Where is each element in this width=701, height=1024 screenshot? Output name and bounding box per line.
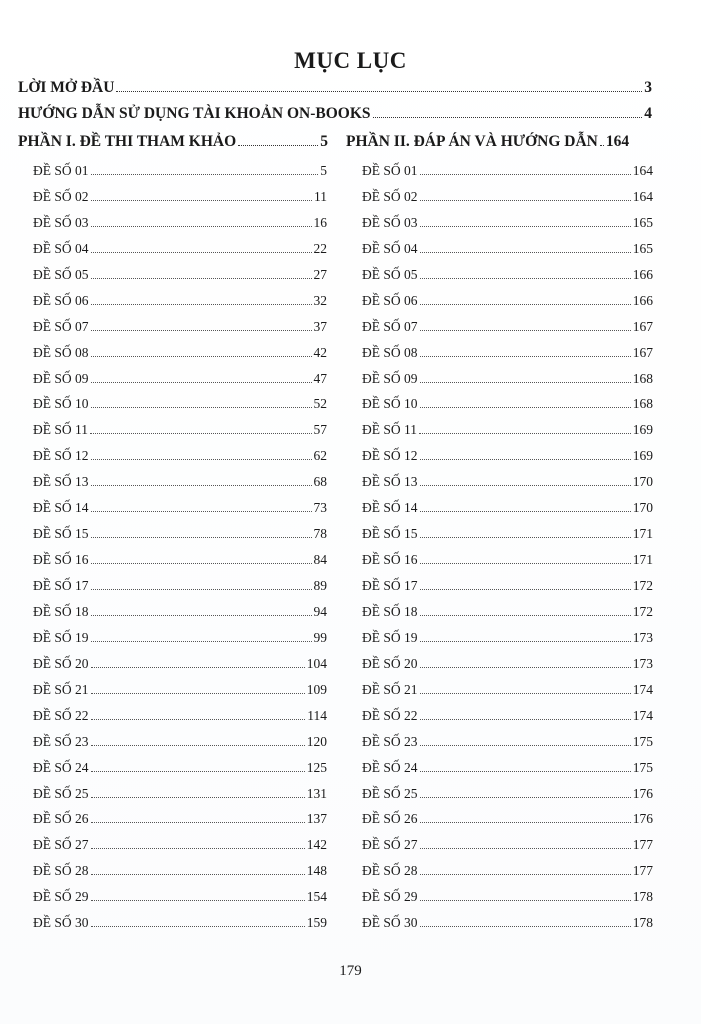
toc-row-label: ĐỀ SỐ 14 — [362, 500, 418, 516]
dot-leader — [420, 551, 631, 564]
toc-entry-intro[interactable] — [18, 78, 652, 97]
toc-row-page: 169 — [632, 422, 653, 438]
toc-row-label: ĐỀ SỐ 03 — [33, 214, 89, 230]
toc-row-label: ĐỀ SỐ 29 — [362, 889, 418, 905]
dot-leader — [90, 421, 311, 434]
toc-row-page: 164 — [632, 188, 653, 204]
toc-row-label: ĐỀ SỐ 08 — [362, 344, 418, 360]
toc-row[interactable] — [362, 417, 653, 443]
toc-row[interactable] — [33, 443, 327, 469]
toc-row-label: ĐỀ SỐ 21 — [362, 681, 418, 697]
toc-row-label: ĐỀ SỐ 11 — [33, 422, 89, 438]
dot-leader — [420, 707, 631, 720]
toc-row[interactable] — [33, 858, 327, 884]
dot-leader — [420, 655, 631, 668]
toc-row-label: ĐỀ SỐ 29 — [33, 889, 89, 905]
dot-leader — [420, 629, 631, 642]
toc-row[interactable] — [362, 677, 653, 703]
toc-row-page: 37 — [313, 318, 327, 334]
toc-row-page: 137 — [306, 811, 327, 827]
toc-row-page: 168 — [632, 396, 653, 412]
toc-row-page: 166 — [632, 292, 653, 308]
toc-row-page: 47 — [313, 370, 327, 386]
toc-row[interactable] — [33, 210, 327, 236]
dot-leader — [91, 240, 312, 253]
toc-row-page: 174 — [632, 681, 653, 697]
toc-row[interactable] — [33, 391, 327, 417]
part1-heading-label: PHẦN I. ĐỀ THI THAM KHẢO — [18, 133, 237, 151]
dot-leader — [91, 784, 305, 797]
toc-row-page: 57 — [313, 422, 327, 438]
dot-leader — [420, 603, 631, 616]
toc-row[interactable] — [362, 651, 653, 677]
toc-row-label: ĐỀ SỐ 01 — [33, 163, 89, 178]
dot-leader — [420, 681, 631, 694]
toc-entry-page: 3 — [644, 79, 652, 97]
dot-leader — [91, 525, 312, 538]
dot-leader — [91, 707, 306, 720]
toc-row[interactable] — [362, 158, 653, 184]
toc-row[interactable] — [362, 547, 653, 573]
toc-row-label: ĐỀ SỐ 16 — [33, 552, 89, 568]
dot-leader — [420, 914, 631, 927]
dot-leader — [420, 836, 631, 849]
dot-leader — [91, 473, 312, 486]
toc-row-label: ĐỀ SỐ 22 — [362, 707, 418, 723]
toc-row[interactable] — [362, 703, 653, 729]
toc-row-label: ĐỀ SỐ 20 — [362, 655, 418, 671]
toc-row-label: ĐỀ SỐ 18 — [33, 603, 89, 619]
toc-row[interactable] — [33, 262, 327, 288]
toc-row[interactable] — [362, 832, 653, 858]
dot-leader — [420, 240, 631, 253]
part1-heading-page: 5 — [320, 133, 328, 151]
toc-row-page: 104 — [306, 655, 327, 671]
toc-row[interactable] — [362, 755, 653, 781]
part2-heading-label: PHẦN II. ĐÁP ÁN VÀ HƯỚNG DẪN — [346, 133, 598, 151]
dot-leader — [91, 603, 312, 616]
toc-row-label: ĐỀ SỐ 10 — [33, 396, 89, 412]
toc-row-page: 169 — [632, 448, 653, 464]
toc-row[interactable] — [33, 599, 327, 625]
toc-row[interactable] — [362, 884, 653, 910]
dot-leader — [420, 862, 631, 875]
dot-leader — [91, 629, 312, 642]
toc-row-label: ĐỀ SỐ 15 — [362, 526, 418, 542]
toc-row-label: ĐỀ SỐ 06 — [33, 292, 89, 308]
toc-row[interactable] — [362, 625, 653, 651]
dot-leader — [91, 655, 305, 668]
toc-row-page: 99 — [313, 629, 327, 645]
dot-leader — [420, 395, 631, 408]
dot-leader — [420, 188, 631, 201]
toc-row-page: 32 — [313, 292, 327, 308]
toc-row-label: ĐỀ SỐ 27 — [33, 837, 89, 853]
toc-row[interactable] — [362, 288, 653, 314]
toc-row-label: ĐỀ SỐ 17 — [362, 578, 418, 593]
dot-leader — [420, 784, 631, 797]
toc-row-label: ĐỀ SỐ 20 — [33, 655, 89, 671]
toc-row-label: ĐỀ SỐ 10 — [362, 396, 418, 412]
toc-row-label: ĐỀ SỐ 16 — [362, 552, 418, 568]
toc-row-label: ĐỀ SỐ 30 — [362, 915, 418, 931]
toc-row-label: ĐỀ SỐ 19 — [33, 629, 89, 645]
dot-leader — [91, 317, 312, 330]
toc-row-label: ĐỀ SỐ 27 — [362, 837, 418, 853]
toc-row-label: ĐỀ SỐ 07 — [33, 318, 89, 334]
dot-leader — [420, 758, 631, 771]
toc-row-label: ĐỀ SỐ 28 — [33, 863, 89, 879]
toc-row[interactable] — [362, 573, 653, 599]
dot-leader — [419, 421, 631, 434]
toc-row-label: ĐỀ SỐ 02 — [33, 188, 89, 204]
toc-row[interactable] — [362, 858, 653, 884]
toc-row[interactable] — [33, 158, 327, 184]
dot-leader — [91, 343, 312, 356]
toc-row-page: 22 — [313, 240, 327, 256]
toc-entry-label: HƯỚNG DẪN SỬ DỤNG TÀI KHOẢN ON-BOOKS — [18, 105, 371, 123]
toc-row-label: ĐỀ SỐ 19 — [362, 629, 418, 645]
toc-row-page: 42 — [313, 344, 327, 360]
toc-row-page: 173 — [632, 629, 653, 645]
toc-row-label: ĐỀ SỐ 05 — [362, 266, 418, 282]
dot-leader — [91, 214, 312, 227]
dot-leader — [91, 810, 305, 823]
page-number: 179 — [339, 963, 362, 979]
toc-row-page: 11 — [314, 188, 327, 204]
toc-row[interactable] — [33, 729, 327, 755]
part2-heading-page: 164 — [605, 133, 630, 151]
toc-row[interactable] — [33, 910, 327, 936]
toc-row-page: 78 — [313, 526, 327, 542]
toc-row[interactable] — [33, 495, 327, 521]
dot-leader — [91, 888, 305, 901]
dot-leader — [91, 292, 312, 305]
dot-leader — [420, 577, 631, 590]
toc-row[interactable] — [362, 443, 653, 469]
toc-row[interactable] — [33, 884, 327, 910]
toc-row-page: 159 — [306, 915, 327, 931]
toc-row-label: ĐỀ SỐ 14 — [33, 500, 89, 516]
toc-row-page: 167 — [632, 318, 653, 334]
part2-list — [362, 158, 653, 936]
toc-row-label: ĐỀ SỐ 21 — [33, 681, 89, 697]
toc-row-label: ĐỀ SỐ 12 — [362, 448, 418, 464]
toc-row[interactable] — [33, 573, 327, 599]
toc-row-page: 120 — [306, 733, 327, 749]
toc-row[interactable] — [33, 651, 327, 677]
dot-leader — [420, 499, 631, 512]
page-title: MỤC LỤC — [294, 48, 407, 73]
toc-row[interactable] — [362, 781, 653, 807]
toc-row[interactable] — [362, 910, 653, 936]
toc-row[interactable] — [362, 262, 653, 288]
toc-row-page: 5 — [320, 163, 327, 178]
dot-leader — [420, 266, 631, 279]
toc-row[interactable] — [33, 781, 327, 807]
toc-row-page: 94 — [313, 603, 327, 619]
toc-row-label: ĐỀ SỐ 05 — [33, 266, 89, 282]
dot-leader — [91, 162, 319, 175]
toc-row[interactable] — [362, 729, 653, 755]
toc-row[interactable] — [33, 469, 327, 495]
toc-row-label: ĐỀ SỐ 26 — [362, 811, 418, 827]
toc-row-page: 174 — [632, 707, 653, 723]
toc-row-page: 166 — [632, 266, 653, 282]
toc-row[interactable] — [362, 340, 653, 366]
toc-row-page: 172 — [632, 578, 653, 593]
toc-row[interactable] — [33, 340, 327, 366]
toc-row[interactable] — [33, 521, 327, 547]
part1-heading[interactable] — [18, 132, 328, 151]
toc-row[interactable] — [362, 314, 653, 340]
toc-row-label: ĐỀ SỐ 24 — [362, 759, 418, 775]
toc-row-label: ĐỀ SỐ 17 — [33, 578, 89, 593]
dot-leader — [420, 214, 631, 227]
dot-leader — [420, 888, 631, 901]
toc-row[interactable] — [362, 210, 653, 236]
dot-leader — [420, 343, 631, 356]
toc-row[interactable] — [33, 366, 327, 392]
toc-row[interactable] — [362, 521, 653, 547]
toc-row[interactable] — [33, 547, 327, 573]
dot-leader — [116, 78, 642, 92]
toc-row[interactable] — [33, 417, 327, 443]
toc-row-label: ĐỀ SỐ 09 — [33, 370, 89, 386]
toc-row-page: 109 — [306, 681, 327, 697]
dot-leader — [420, 447, 631, 460]
toc-row-page: 52 — [313, 396, 327, 412]
toc-row[interactable] — [33, 236, 327, 262]
dot-leader — [238, 132, 318, 146]
toc-row[interactable] — [33, 677, 327, 703]
toc-entry-page: 4 — [644, 105, 652, 123]
toc-row-label: ĐỀ SỐ 25 — [362, 785, 418, 801]
toc-row[interactable] — [362, 806, 653, 832]
dot-leader — [91, 914, 305, 927]
toc-row-page: 176 — [632, 811, 653, 827]
dot-leader — [91, 681, 305, 694]
dot-leader — [420, 525, 631, 538]
toc-row-label: ĐỀ SỐ 12 — [33, 448, 89, 464]
part2-heading[interactable] — [346, 132, 653, 151]
toc-row-page: 177 — [632, 837, 653, 853]
toc-row-page: 170 — [632, 500, 653, 516]
dot-leader — [91, 758, 305, 771]
toc-row-page: 27 — [313, 266, 327, 282]
toc-row-page: 68 — [313, 474, 327, 490]
toc-entry-label: LỜI MỞ ĐẦU — [18, 79, 115, 97]
toc-row-page: 142 — [306, 837, 327, 853]
dot-leader — [420, 473, 631, 486]
dot-leader — [91, 188, 312, 201]
toc-row-label: ĐỀ SỐ 25 — [33, 785, 89, 801]
toc-row[interactable] — [33, 184, 327, 210]
toc-row-label: ĐỀ SỐ 04 — [33, 240, 89, 256]
dot-leader — [420, 732, 631, 745]
dot-leader — [91, 836, 305, 849]
dot-leader — [91, 395, 312, 408]
toc-row[interactable] — [33, 288, 327, 314]
toc-row-page: 171 — [632, 552, 653, 568]
toc-row-label: ĐỀ SỐ 15 — [33, 526, 89, 542]
toc-row-label: ĐỀ SỐ 06 — [362, 292, 418, 308]
toc-row[interactable] — [33, 806, 327, 832]
toc-row-page: 171 — [632, 526, 653, 542]
toc-entry-guide[interactable] — [18, 104, 652, 123]
toc-row-page: 178 — [632, 889, 653, 905]
toc-row[interactable] — [362, 495, 653, 521]
dot-leader — [373, 104, 643, 118]
toc-row-page: 170 — [632, 474, 653, 490]
toc-row-page: 175 — [632, 759, 653, 775]
toc-row-label: ĐỀ SỐ 24 — [33, 759, 89, 775]
dot-leader — [420, 317, 631, 330]
toc-row-page: 172 — [632, 603, 653, 619]
toc-row-page: 164 — [632, 163, 653, 178]
dot-leader — [420, 162, 631, 175]
toc-row[interactable] — [362, 469, 653, 495]
dot-leader — [91, 266, 312, 279]
toc-row[interactable] — [33, 755, 327, 781]
dot-leader — [91, 732, 305, 745]
dot-leader — [91, 577, 312, 590]
toc-row-page: 154 — [306, 889, 327, 905]
toc-row-page: 114 — [307, 707, 327, 723]
toc-row[interactable] — [362, 391, 653, 417]
dot-leader — [91, 862, 305, 875]
toc-row-page: 16 — [313, 214, 327, 230]
toc-row-label: ĐỀ SỐ 23 — [33, 733, 89, 749]
toc-row-page: 168 — [632, 370, 653, 386]
toc-row-label: ĐỀ SỐ 22 — [33, 707, 89, 723]
toc-row-page: 176 — [632, 785, 653, 801]
toc-row[interactable] — [362, 366, 653, 392]
part1-list — [33, 158, 327, 936]
toc-row-label: ĐỀ SỐ 04 — [362, 240, 418, 256]
toc-row[interactable] — [362, 184, 653, 210]
toc-row[interactable] — [33, 314, 327, 340]
toc-row-label: ĐỀ SỐ 13 — [33, 474, 89, 490]
toc-row-page: 165 — [632, 214, 653, 230]
toc-row-label: ĐỀ SỐ 01 — [362, 163, 418, 178]
toc-row-page: 178 — [632, 915, 653, 931]
toc-row-page: 148 — [306, 863, 327, 879]
toc-row-label: ĐỀ SỐ 28 — [362, 863, 418, 879]
toc-row-label: ĐỀ SỐ 07 — [362, 318, 418, 334]
dot-leader — [91, 551, 312, 564]
toc-row[interactable] — [362, 599, 653, 625]
toc-row-page: 175 — [632, 733, 653, 749]
toc-row-page: 89 — [313, 578, 327, 593]
dot-leader — [420, 369, 631, 382]
dot-leader — [91, 447, 312, 460]
toc-row-page: 73 — [313, 500, 327, 516]
dot-leader — [600, 132, 604, 146]
dot-leader — [420, 810, 631, 823]
toc-row-page: 165 — [632, 240, 653, 256]
toc-row[interactable] — [33, 832, 327, 858]
toc-row-label: ĐỀ SỐ 03 — [362, 214, 418, 230]
dot-leader — [91, 499, 312, 512]
toc-row-page: 125 — [306, 759, 327, 775]
dot-leader — [420, 292, 631, 305]
toc-row-label: ĐỀ SỐ 30 — [33, 915, 89, 931]
toc-row-label: ĐỀ SỐ 13 — [362, 474, 418, 490]
toc-row-page: 177 — [632, 863, 653, 879]
dot-leader — [91, 369, 312, 382]
toc-row[interactable] — [33, 625, 327, 651]
toc-row-page: 131 — [306, 785, 327, 801]
toc-row[interactable] — [33, 703, 327, 729]
toc-row-label: ĐỀ SỐ 08 — [33, 344, 89, 360]
toc-row-label: ĐỀ SỐ 18 — [362, 603, 418, 619]
toc-row-label: ĐỀ SỐ 23 — [362, 733, 418, 749]
toc-row-label: ĐỀ SỐ 09 — [362, 370, 418, 386]
toc-row-label: ĐỀ SỐ 11 — [362, 422, 418, 438]
toc-row-label: ĐỀ SỐ 26 — [33, 811, 89, 827]
toc-row[interactable] — [362, 236, 653, 262]
toc-row-page: 62 — [313, 448, 327, 464]
toc-row-page: 167 — [632, 344, 653, 360]
toc-row-page: 173 — [632, 655, 653, 671]
toc-row-label: ĐỀ SỐ 02 — [362, 188, 418, 204]
toc-row-page: 84 — [313, 552, 327, 568]
